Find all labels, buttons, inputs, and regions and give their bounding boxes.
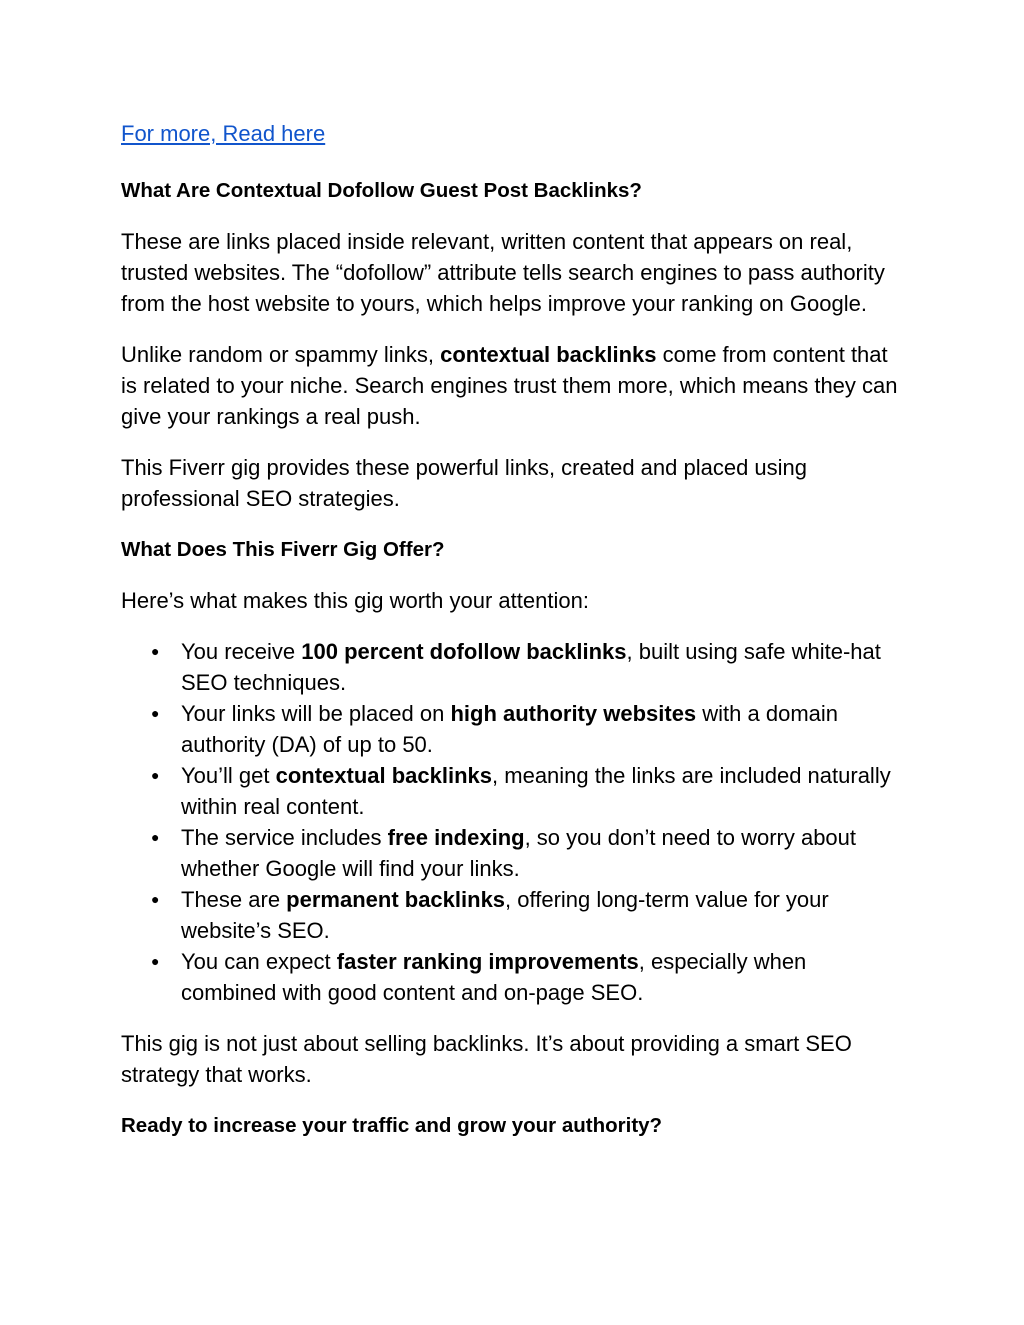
list-item xyxy=(121,636,904,698)
list-item-text: , built using safe white-hat SEO techniques. xyxy=(181,639,881,695)
paragraph-text: come from content that is related to your niche. Search engines trust them more, which means they can give your rankings a real push. xyxy=(121,342,898,429)
list-item-text: You receive xyxy=(181,639,302,664)
list-item-text: These are xyxy=(181,887,287,912)
paragraph-unlike-spammy xyxy=(121,339,904,432)
bullet-icon: ● xyxy=(151,643,160,659)
paragraph-text: Unlike random or spammy links, xyxy=(121,342,441,367)
bullet-icon: ● xyxy=(151,829,160,845)
heading-ready-to-increase: Ready to increase your traffic and grow your authority? xyxy=(121,1114,663,1137)
list-item-bold: contextual backlinks xyxy=(275,763,493,788)
list-item-text: , offering long-term value for your website’s SEO. xyxy=(181,887,829,943)
feature-list xyxy=(121,636,904,1008)
list-item-text: You’ll get xyxy=(181,763,276,788)
list-item xyxy=(121,946,904,1008)
list-item xyxy=(121,822,904,884)
list-item-text: Your links will be placed on xyxy=(181,701,451,726)
list-item-text: The service includes xyxy=(181,825,388,850)
paragraph-intro-list: Here’s what makes this gig worth your attention: xyxy=(121,588,589,613)
list-item-text: , meaning the links are included naturally within real content. xyxy=(181,763,891,819)
list-item xyxy=(121,884,904,946)
bold-contextual-backlinks: contextual backlinks xyxy=(440,342,657,367)
paragraph-gig-provides: This Fiverr gig provides these powerful links, created and placed using professional SEO strategies. xyxy=(121,455,808,511)
list-item-bold: permanent backlinks xyxy=(286,887,506,912)
list-item-bold: faster ranking improvements xyxy=(336,949,639,974)
bullet-icon: ● xyxy=(151,705,160,721)
list-item-bold: free indexing xyxy=(387,825,525,850)
paragraph-definition: These are links placed inside relevant, written content that appears on real, trusted websites. The “dofollow” attribute tells search engines to pass authority from the host website to yours, which helps improve your ranking on Google. xyxy=(121,229,885,316)
heading-gig-offer: What Does This Fiverr Gig Offer? xyxy=(121,538,445,561)
list-item-text: You can expect xyxy=(181,949,337,974)
list-item xyxy=(121,760,904,822)
bullet-icon: ● xyxy=(151,891,160,907)
heading-contextual-backlinks: What Are Contextual Dofollow Guest Post Backlinks? xyxy=(121,179,642,202)
bullet-icon: ● xyxy=(151,767,160,783)
list-item xyxy=(121,698,904,760)
paragraph-not-just-selling: This gig is not just about selling backlinks. It’s about providing a smart SEO strategy that works. xyxy=(121,1031,852,1087)
list-item-text: , so you don’t need to worry about whether Google will find your links. xyxy=(181,825,857,881)
list-item-text: with a domain authority (DA) of up to 50. xyxy=(181,701,839,757)
list-item-text: , especially when combined with good content and on-page SEO. xyxy=(181,949,807,1005)
bullet-icon: ● xyxy=(151,953,160,969)
list-item-bold: 100 percent dofollow backlinks xyxy=(301,639,627,664)
list-item-bold: high authority websites xyxy=(450,701,697,726)
read-more-link[interactable]: For more, Read here xyxy=(121,121,326,146)
